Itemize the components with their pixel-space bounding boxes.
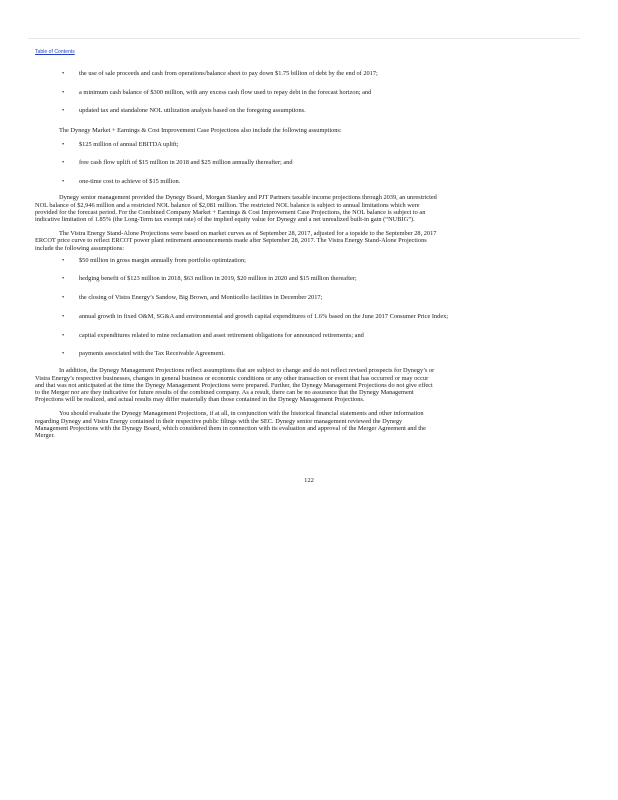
list-item: • payments associated with the Tax Receivable Agreement. xyxy=(62,350,225,358)
bullet-icon: • xyxy=(62,88,65,96)
paragraph-vistra: The Vistra Energy Stand-Alone Projections were based on market curves as of September 28, 2017, adjusted for a topside to the September 28, 2017 ERCOT price curve to reflect ERCOT power plant retirement announcements made after September 28, 2017. The Vistra Energy Stand-Alone Projections include the following assumptions: xyxy=(35,230,437,252)
page-body xyxy=(35,70,564,439)
list-item: • $125 million of annual EBITDA uplift; xyxy=(62,140,179,148)
paragraph-evaluate: You should evaluate the Dynegy Management Projections, if at all, in conjunction with the historical financial statements and other information regarding Dynegy and Vistra Energy contained in their respective public filings with the SEC. Dynegy senior management reviewed the Dynegy Management Projections with the Dynegy Board, which considered them in connection with its evaluation and approval of the Merger Agreement and the Merger. xyxy=(35,410,426,439)
list-item: • a minimum cash balance of $300 million, with any excess cash flow used to repay debt in the forecast horizon; and xyxy=(62,88,372,96)
list-item: • free cash flow uplift of $15 million in 2018 and $25 million annually thereafter; and xyxy=(62,159,293,167)
bullet-icon: • xyxy=(62,275,65,283)
bullet-icon: • xyxy=(62,159,65,167)
bullet-icon: • xyxy=(62,178,65,186)
intro-paragraph: The Dynegy Market + Earnings & Cost Improvement Case Projections also include the following assumptions: xyxy=(59,126,342,134)
bullet-icon: • xyxy=(62,312,65,320)
bullet-icon: • xyxy=(62,331,65,339)
bullet-list-c xyxy=(59,257,564,358)
list-item: • the use of sale proceeds and cash from operations/balance sheet to pay down $1.75 billion of debt by the end of 2017; xyxy=(62,70,378,77)
list-item: • capital expenditures related to mine reclamation and asset retirement obligations for announced retirements; and xyxy=(62,331,364,339)
bullet-icon: • xyxy=(62,140,65,148)
page-number: 122 xyxy=(304,477,314,484)
list-item: • $50 million in gross margin annually from portfolio optimization; xyxy=(62,256,246,264)
bullet-icon: • xyxy=(62,256,65,264)
list-item: • hedging benefit of $123 million in 2018, $63 million in 2019, $20 million in 2020 and $15 million thereafter; xyxy=(62,275,357,283)
bullet-list-b xyxy=(59,141,564,186)
bullet-icon: • xyxy=(62,294,65,302)
bullet-icon: • xyxy=(62,350,65,358)
bullet-icon: • xyxy=(62,107,65,115)
bullet-icon: • xyxy=(62,70,65,77)
paragraph-addition: In addition, the Dynegy Management Projections reflect assumptions that are subject to change and do not reflect revised prospects for Dynegy’s or Vistra Energy’s respective businesses, changes in general business or economic conditions or any other transaction or event that has occurred or may occur and that was not anticipated at the time the Dynegy Management Projections were prepared. Further, the Dynegy Management Projections do not give effect to the Merger nor are they indicative for future results of the combined company. As a result, there can be no assurance that the Dynegy Management Projections will be realized, and actual results may differ materially than those contained in the Dynegy Management Projections. xyxy=(35,367,435,404)
table-of-contents-link[interactable]: Table of Contents xyxy=(35,49,75,55)
list-item: • updated tax and standalone NOL utilization analysis based on the foregoing assumptions. xyxy=(62,107,306,115)
bullet-list-a xyxy=(59,70,564,115)
list-item: • annual growth in fixed O&M, SG&A and environmental and growth capital expenditures of 1.6% based on the June 2017 Consumer Price Index; xyxy=(62,312,449,320)
header-rule xyxy=(28,38,580,39)
paragraph-tax: Dynegy senior management provided the Dynegy Board, Morgan Stanley and PJT Partners taxable income projections through 2039, an unrestricted NOL balance of $2,946 million and a restricted NOL balance of $2,081 million. The restricted NOL balance is subject to annual limitations which were provided for the forecast period. For the Combined Company Market + Earnings & Cost Improvement Case Projections, the NOL balance is subject to an indicative limitation of 1.85% (the Long-Term tax exempt rate) of the implied equity value for Dynegy and a net unrealized built-in gain (“NUBIG”). xyxy=(35,194,437,223)
list-item: • the closing of Vistra Energy’s Sandow, Big Brown, and Monticello facilities in December 2017; xyxy=(62,294,323,302)
list-item: • one-time cost to achieve of $15 million. xyxy=(62,178,181,186)
